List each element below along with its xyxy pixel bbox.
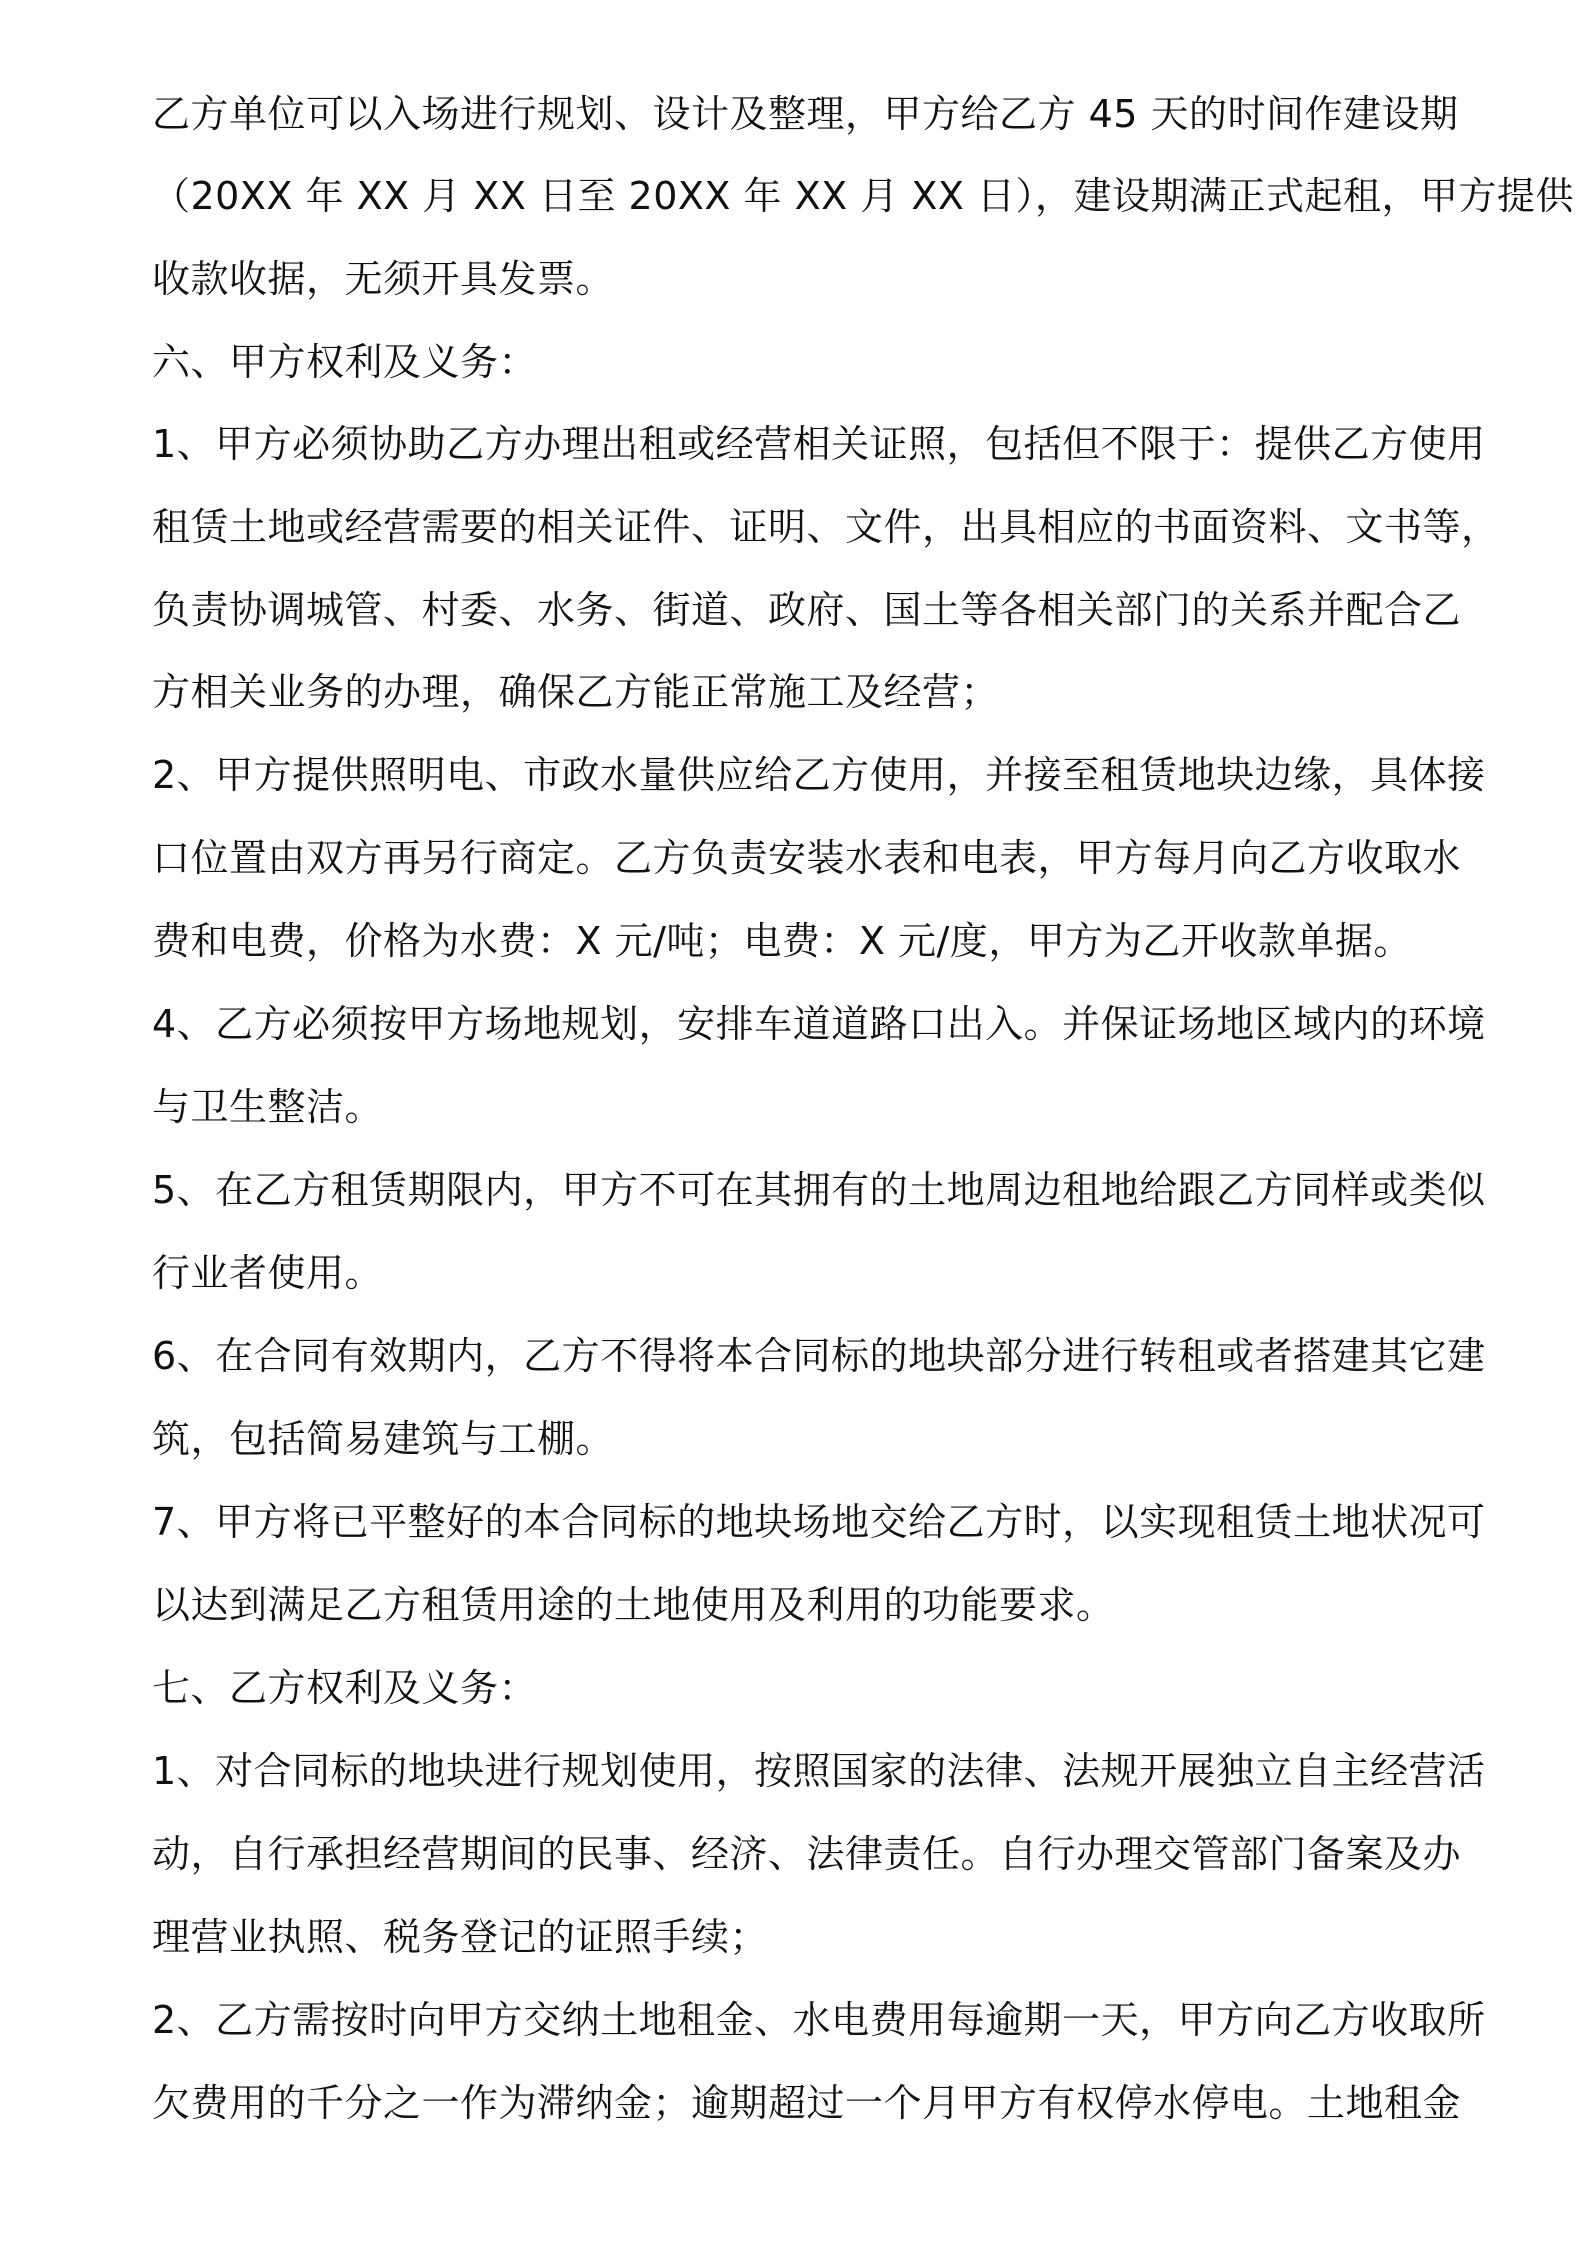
text-line: 口位置由双方再另行商定。乙方负责安装水表和电表，甲方每月向乙方收取水 [152, 836, 1462, 880]
text-line: 负责协调城管、村委、水务、街道、政府、国土等各相关部门的关系并配合乙 [152, 588, 1462, 632]
text-line: 5、在乙方租赁期限内，甲方不可在其拥有的土地周边租地给跟乙方同样或类似 [152, 1168, 1486, 1212]
text-line: 收款收据，无须开具发票。 [152, 257, 615, 301]
text-line: 6、在合同有效期内，乙方不得将本合同标的地块部分进行转租或者搭建其它建 [152, 1334, 1486, 1378]
text-line: 乙方单位可以入场进行规划、设计及整理，甲方给乙方 45 天的时间作建设期 [152, 92, 1459, 136]
text-line: 欠费用的千分之一作为滞纳金；逾期超过一个月甲方有权停水停电。土地租金 [152, 2081, 1462, 2125]
text-line: 1、甲方必须协助乙方办理出租或经营相关证照，包括但不限于：提供乙方使用 [152, 422, 1486, 466]
text-line: （20XX 年 XX 月 XX 日至 20XX 年 XX 月 XX 日），建设期满正式起租，甲方提供 [152, 174, 1574, 218]
text-line: 与卫生整洁。 [152, 1085, 384, 1129]
text-line: 费和电费，价格为水费：X 元/吨；电费：X 元/度，甲方为乙开收款单据。 [152, 919, 1412, 963]
text-line: 4、乙方必须按甲方场地规划，安排车道道路口出入。并保证场地区域内的环境 [152, 1002, 1486, 1046]
section-heading: 六、甲方权利及义务： [152, 340, 538, 384]
text-line: 行业者使用。 [152, 1251, 384, 1295]
section-heading: 七、乙方权利及义务： [152, 1666, 538, 1710]
text-line: 方相关业务的办理，确保乙方能正常施工及经营； [152, 670, 1000, 714]
text-line: 以达到满足乙方租赁用途的土地使用及利用的功能要求。 [152, 1583, 1115, 1627]
text-line: 1、对合同标的地块进行规划使用，按照国家的法律、法规开展独立自主经营活 [152, 1749, 1486, 1793]
text-line: 2、乙方需按时向甲方交纳土地租金、水电费用每逾期一天，甲方向乙方收取所 [152, 1998, 1486, 2042]
text-line: 2、甲方提供照明电、市政水量供应给乙方使用，并接至租赁地块边缘，具体接 [152, 753, 1486, 797]
text-line: 租赁土地或经营需要的相关证件、证明、文件，出具相应的书面资料、文书等， [152, 505, 1500, 549]
text-line: 理营业执照、税务登记的证照手续； [152, 1915, 769, 1959]
text-line: 7、甲方将已平整好的本合同标的地块场地交给乙方时，以实现租赁土地状况可 [152, 1500, 1486, 1544]
text-line: 动，自行承担经营期间的民事、经济、法律责任。自行办理交管部门备案及办 [152, 1832, 1462, 1876]
text-line: 筑，包括简易建筑与工棚。 [152, 1417, 615, 1461]
